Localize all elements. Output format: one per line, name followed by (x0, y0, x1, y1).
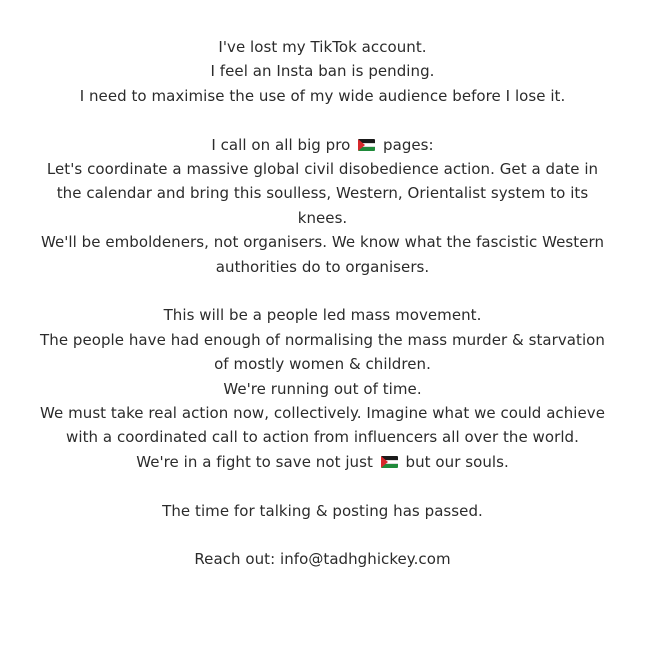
text-line: with a coordinated call to action from influencers all over the world. (66, 428, 579, 447)
text-fragment: I call on all big pro (211, 135, 356, 154)
text-line: the calendar and bring this soulless, Western, Orientalist system to its (56, 184, 589, 203)
text-line: of mostly women & children. (214, 355, 431, 374)
text-line: The people have had enough of normalising the mass murder & starvation (40, 330, 605, 349)
paragraph-gap (0, 523, 645, 547)
text-line: Let's coordinate a massive global civil disobedience action. Get a date in (46, 160, 599, 179)
text-line-with-flag (0, 450, 645, 474)
palestine-flag-icon (381, 456, 398, 468)
text-line: knees. (297, 208, 348, 227)
text-line: I need to maximise the use of my wide audience before I lose it. (79, 86, 566, 105)
text-line: I've lost my TikTok account. (218, 38, 427, 56)
text-fragment: pages: (378, 135, 434, 154)
paragraph-gap (0, 279, 645, 303)
text-fragment: We're in a fight to save not just (136, 452, 378, 471)
text-line-with-flag (0, 133, 645, 157)
text-line: The time for talking & posting has passed. (162, 501, 483, 520)
text-line: authorities do to organisers. (215, 257, 430, 276)
text-line: We'll be emboldeners, not organisers. We know what the fascistic Western (40, 233, 605, 252)
paragraph-gap (0, 108, 645, 132)
contact-line: Reach out: info@tadhghickey.com (194, 550, 451, 569)
text-fragment: but our souls. (400, 452, 509, 471)
text-line: We must take real action now, collectively. Imagine what we could achieve (40, 404, 605, 423)
text-line: We're running out of time. (223, 379, 422, 398)
paragraph-gap (0, 474, 645, 498)
text-line: This will be a people led mass movement. (163, 306, 482, 325)
text-line: I feel an Insta ban is pending. (210, 62, 435, 81)
palestine-flag-icon (358, 139, 375, 151)
post-text (0, 35, 645, 572)
